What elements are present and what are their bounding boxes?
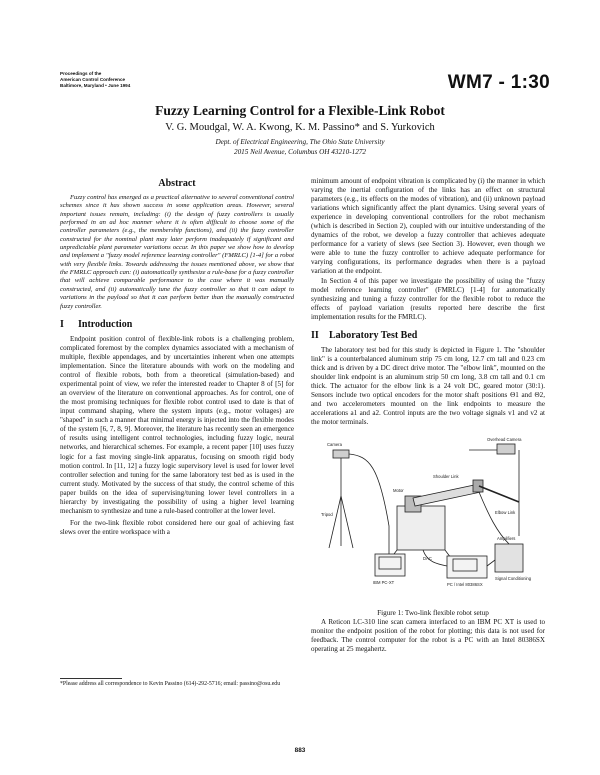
abstract-text: Fuzzy control has emerged as a practical alternative to several conventional control schemes since it has shown success in some application areas. However, several important issues remain, including: (i) the design of fuzzy controllers is usually performed in an ad hoc manner where it is often difficult to choose some of the controller parameters (e.g., the membership functions), and (ii) the fuzzy controller constructed for the nominal plant may later perform inadequately if significant and unpredictable plant parameter variations occur. In this paper we show how to develop and implement a "fuzzy model reference learning controller" (FMRLC) [1-4] for a robot with very flexible links. Towards addressing the issues mentioned above, we show that the FMRLC approach can: (i) automatically synthesize a rule-base for a fuzzy controller that will achieve comparable performance to the case where it was manually constructed, and (ii) automatically tune the fuzzy controller so that it can adapt to variations in the payload so that it can perform better than the manually constructed fuzzy controller. (60, 194, 294, 310)
label-amplifiers: Amplifiers (497, 536, 516, 542)
footnote-rule (60, 678, 122, 679)
label-overhead-camera: Overhead Camera (487, 437, 522, 443)
right-column (311, 177, 545, 654)
robot-base-drawing (391, 496, 451, 558)
conference-info (60, 71, 210, 88)
figure-1 (311, 436, 545, 609)
abstract-heading: Abstract (158, 178, 196, 189)
intro-paragraph-3: In Section 4 of this paper we investigate the possibility of using the "fuzzy model reference learning controller" (FMRLC) [1-4] for automatically synthesizing and tuning a fuzzy controller for the flexible robot to reduce the effects of payload variation (results reported here describe the first implementation results for the FMRLC). (311, 276, 545, 321)
shoulder-link-drawing (413, 484, 481, 506)
conference-line-1: Proceedings of the (60, 71, 102, 76)
left-column (60, 177, 294, 537)
continued-paragraph: minimum amount of endpoint vibration is complicated by (i) the manner in which varying the inertial configuration of the links has an effect on structural parameters (e.g., its effects on the modes of vibration), and (ii) unknown payload variations which significantly affect the plant dynamics. Using several years of experience in developing conventional controllers for the robot mechanism (which is described in Section 2), coupled with our intuitive understanding of the dynamics of the robot, we develop a fuzzy controller that achieves adequate performance for a variety of slews (see Section 3). However, even though we were able to tune the fuzzy controller to achieve adequate performance for varying configurations, its performance degrades when there is a payload variation at the endpoint. (311, 177, 545, 276)
conference-line-2: American Control Conference (60, 76, 126, 82)
tripod-drawing (329, 450, 353, 548)
label-motor: Motor (393, 488, 404, 494)
robot-setup-diagram (319, 436, 539, 606)
label-control-pc: PC / Intel 80386SX (447, 582, 483, 588)
label-dac: DAC (423, 556, 432, 562)
elbow-link-drawing (473, 480, 519, 502)
intro-paragraph-2: For the two-link flexible robot considered here our goal of achieving fast slews over the entire workspace with a (60, 518, 294, 536)
figure-1-caption: Figure 1: Two-link flexible robot setup (377, 609, 489, 618)
section-title: Introduction (78, 318, 133, 330)
label-elbow-link: Elbow Link (495, 510, 516, 516)
section-heading-testbed (311, 331, 545, 340)
testbed-paragraph-1: The laboratory test bed for this study is depicted in Figure 1. The "shoulder link" is a counterbalanced aluminum strip 75 cm long, 12.7 cm tall and 0.23 cm thick and is driven by a DC direct drive motor. The "elbow link", mounted on the shoulder link endpoint is an aluminum strip 50 cm long, 3.8 cm tall and 0.1 cm thick. The actuator for the elbow link is a 24 volt DC, geared motor (30:1). Sensors include two optical encoders for the motor shaft positions Θ1 and Θ2, and two accelerometers mounted on the link endpoints to measure the accelerations a1 and a2. Control inputs are the two voltage signals v1 and v2 at the motor terminals. (311, 345, 545, 427)
paper-title: Fuzzy Learning Control for a Flexible-Link Robot (155, 103, 445, 118)
section-title: Laboratory Test Bed (329, 329, 418, 341)
label-shoulder-link: Shoulder Link (433, 474, 459, 480)
affiliation-dept: Dept. of Electrical Engineering, The Ohio State University (215, 138, 385, 146)
page-number: 883 (294, 747, 306, 754)
label-camera: Camera (327, 442, 342, 448)
affiliation-address: 2015 Neil Avenue, Columbus OH 43210-1272 (233, 148, 367, 156)
section-number: II (311, 329, 319, 341)
testbed-paragraph-2: A Reticon LC-310 line scan camera interfaced to an IBM PC XT is used to monitor the endpoint position of the robot for plotting; this data is not used for feedback. The control computer for the robot is a PC with an Intel 80386SX operating at 25 megahertz. (311, 618, 545, 654)
session-code: WM7 - 1:30 (447, 72, 550, 93)
label-ibm-pc: IBM PC-XT (373, 580, 395, 586)
intro-paragraph-1: Endpoint position control of flexible-link robots is a challenging problem, complicated foremost by the complex dynamics associated with a mechanism of multiple, flexible appendages, and by uncertainties inherent when one attempts implementation. Since the literature abounds with work on the modeling and control of flexible robots, both from a theoretical (simulation-based) and experimental point of view, we refer the interested reader to Chapter 8 of [5] for an overview of the literature on conventional approaches. As for control, one of the most promising techniques for flexible robot control used to date is that of input command shaping, where the system inputs (e.g., motor voltages) are "shaped" in such a manner that minimal energy is injected into the flexible modes of the system [6, 7, 8, 9]. Moreover, the literature has recently seen an emergence of results using intelligent control technologies, including fuzzy logic, neural networks, and hierarchical schemes. For example, a recent paper [10] uses fuzzy logic for a fast moving single-link apparatus, focusing on smooth rigid body motion control. In [11, 12] a fuzzy logic supervisory level is used for lower level controller selection and tuning for the same laboratory test bed as is used in the current study. Motivated by the success of that study, the control scheme of this paper builds on the idea of supervising/tuning lower level controllers in a hierarchy by investigating the possibility of using a higher level learning mechanism to synthesize and tune a rule-based controller at the lower level. (60, 334, 294, 515)
label-signal-conditioning: Signal Conditioning (495, 576, 532, 582)
section-number: I (60, 318, 64, 330)
conference-line-3: Baltimore, Maryland • June 1994 (60, 82, 131, 88)
abstract (60, 194, 294, 311)
footnote: *Please address all correspondence to Kevin Passino (614)-292-5716; email: passino@osu.edu (60, 681, 281, 687)
section-heading-introduction (60, 320, 294, 329)
label-tripod: Tripod (321, 512, 333, 518)
paper-authors: V. G. Moudgal, W. A. Kwong, K. M. Passino* and S. Yurkovich (165, 122, 435, 133)
